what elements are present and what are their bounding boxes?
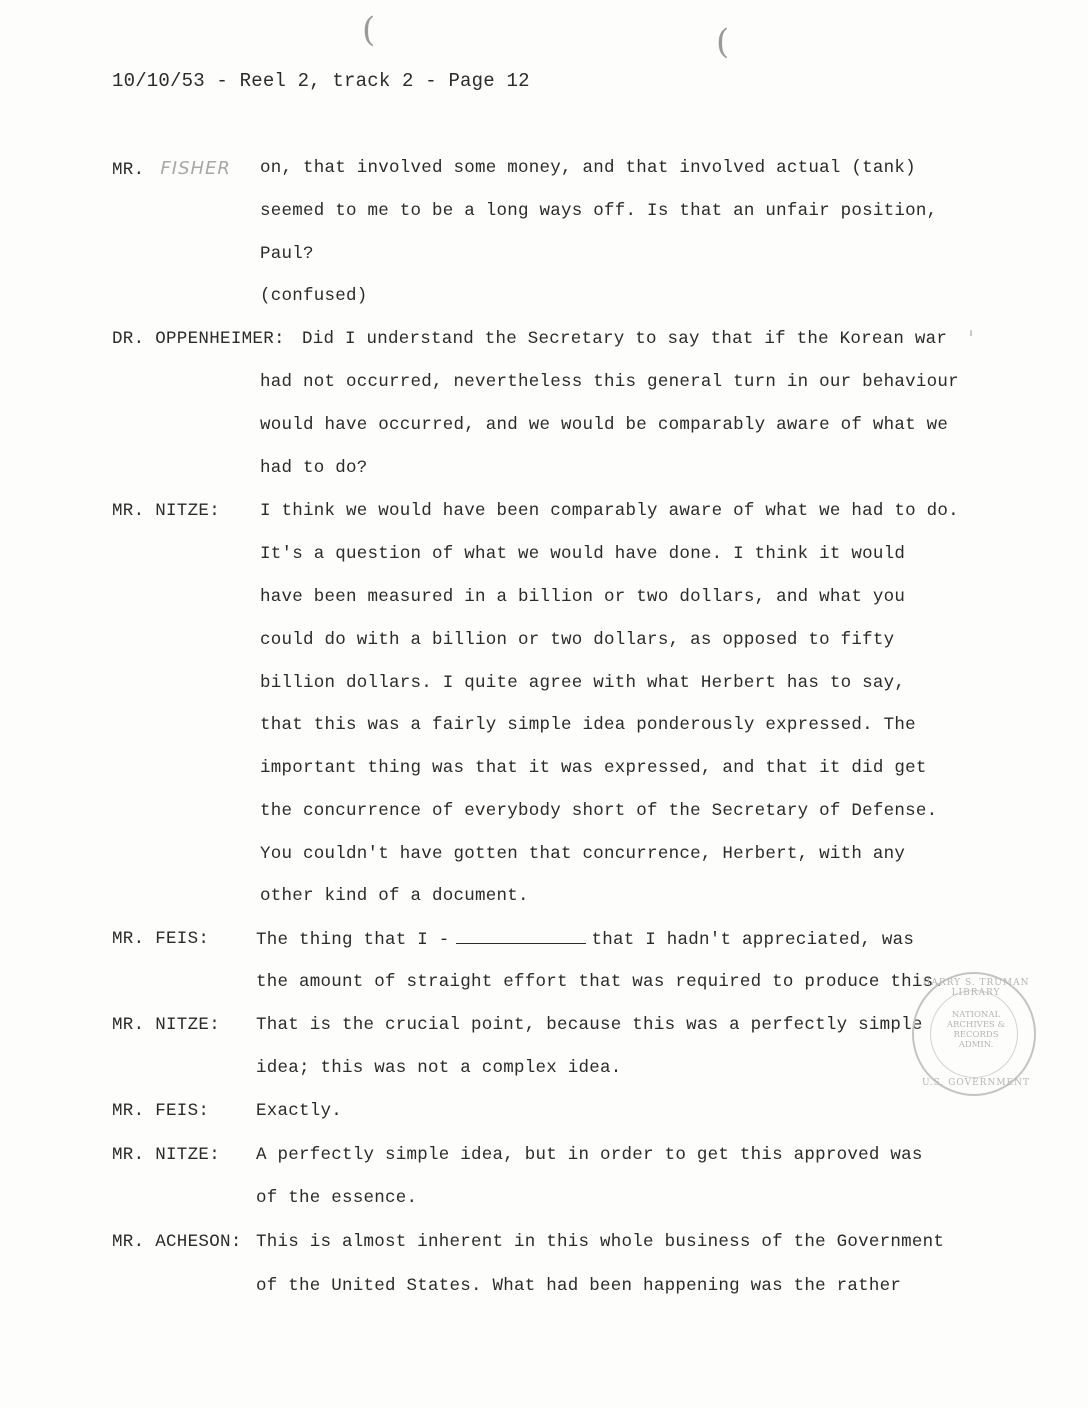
transcript-line [256, 929, 914, 950]
margin-mark [970, 330, 972, 336]
transcript-line: the amount of straight effort that was required to produce this. [256, 972, 945, 992]
speaker-label: MR. NITZE: [112, 501, 221, 521]
speaker-label [112, 158, 231, 180]
transcript-line: This is almost inherent in this whole business of the Government [256, 1232, 945, 1252]
transcript-line: could do with a billion or two dollars, as opposed to fifty [260, 630, 895, 650]
transcript-line: A perfectly simple idea, but in order to get this approved was [256, 1145, 923, 1165]
handwritten-annotation: FISHER [160, 158, 231, 179]
transcript-fragment: The thing that I - [256, 930, 450, 950]
transcript-line: had not occurred, nevertheless this general turn in our behaviour [260, 372, 959, 392]
punch-mark-right: ( [716, 22, 730, 62]
transcript-line: Did I understand the Secretary to say that if the Korean war [302, 329, 948, 349]
speaker-label: MR. FEIS: [112, 929, 210, 949]
speaker-label: DR. OPPENHEIMER: [112, 329, 285, 349]
page-header: 10/10/53 - Reel 2, track 2 - Page 12 [112, 70, 530, 92]
transcript-line: I think we would have been comparably aware of what we had to do. [260, 501, 959, 521]
transcript-line: of the essence. [256, 1188, 418, 1208]
transcript-fragment: that I hadn't appreciated, was [591, 930, 915, 950]
transcript-line: had to do? [260, 458, 368, 478]
transcript-line: the concurrence of everybody short of the Secretary of Defense. [260, 801, 938, 821]
transcript-line: Paul? [260, 244, 314, 264]
transcript-line: important thing was that it was expressed, and that it did get [260, 758, 927, 778]
transcript-line: It's a question of what we would have done. I think it would [260, 544, 906, 564]
speaker-label: MR. NITZE: [112, 1145, 221, 1165]
transcript-line: would have occurred, and we would be comparably aware of what we [260, 415, 949, 435]
speaker-name: MR. [112, 160, 145, 180]
speaker-label: MR. FEIS: [112, 1101, 210, 1121]
transcript-line: You couldn't have gotten that concurrence, Herbert, with any [260, 844, 906, 864]
transcript-line: on, that involved some money, and that involved actual (tank) [260, 158, 916, 178]
transcript-line: That is the crucial point, because this was a perfectly simple [256, 1015, 923, 1035]
transcript-line: other kind of a document. [260, 886, 529, 906]
stamp-bottom-text: U.S. GOVERNMENT [922, 1078, 1030, 1088]
transcript-line: billion dollars. I quite agree with what Herbert has to say, [260, 673, 906, 693]
stamp-top-text: HARRY S. TRUMAN LIBRARY [922, 978, 1030, 998]
transcript-line: have been measured in a billion or two dollars, and what you [260, 587, 906, 607]
speaker-label: MR. ACHESON: [112, 1232, 242, 1252]
library-stamp [912, 972, 1036, 1096]
transcript-line: that this was a fairly simple idea ponderously expressed. The [260, 715, 916, 735]
stamp-center-text: NATIONAL ARCHIVES & RECORDS ADMIN. [946, 1010, 1006, 1050]
transcript-line: Exactly. [256, 1101, 343, 1121]
blank-underline [456, 929, 586, 944]
transcript-line: of the United States. What had been happening was the rather [256, 1276, 902, 1296]
punch-mark-left: ( [362, 10, 376, 50]
speaker-label: MR. NITZE: [112, 1015, 221, 1035]
transcript-line: (confused) [260, 286, 368, 306]
transcript-line: seemed to me to be a long ways off. Is that an unfair position, [260, 201, 938, 221]
transcript-line: idea; this was not a complex idea. [256, 1058, 622, 1078]
